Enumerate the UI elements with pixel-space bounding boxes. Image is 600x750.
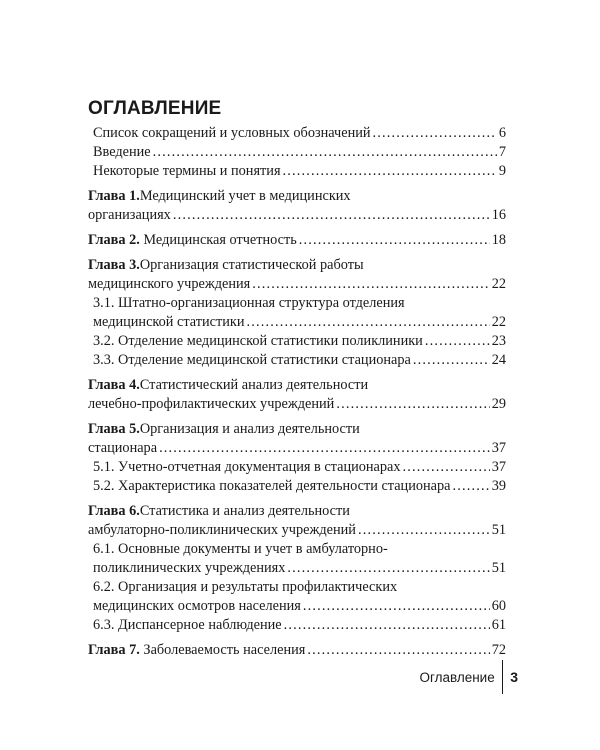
section-title: 6.2. Организация и результаты профилактических <box>93 579 398 595</box>
toc-entry-line <box>88 206 506 225</box>
toc-page-number: 29 <box>491 396 506 412</box>
dot-leader <box>425 332 490 351</box>
chapter-number: Глава 1. <box>88 188 140 204</box>
dot-leader <box>153 143 497 162</box>
toc-page-number: 72 <box>491 642 506 658</box>
toc-entry-line <box>93 458 506 477</box>
toc-section-entry <box>88 540 506 578</box>
toc-page-number: 22 <box>491 276 506 292</box>
toc-page-number: 18 <box>491 232 506 248</box>
toc-entry-line <box>93 351 506 370</box>
toc-entry-line <box>88 231 506 250</box>
toc-page-number: 51 <box>491 522 506 538</box>
chapter-title: Заболеваемость населения <box>139 642 306 658</box>
dot-leader <box>252 275 489 294</box>
toc-entry-title: Введение <box>93 144 151 160</box>
section-title-cont: медицинских осмотров населения <box>93 598 301 614</box>
table-of-contents <box>88 124 506 660</box>
section-title: 3.1. Штатно-организационная структура отделения <box>93 295 405 311</box>
dot-leader <box>287 559 489 578</box>
section-title: 5.1. Учетно-отчетная документация в стационарах <box>93 459 401 475</box>
toc-chapter-entry <box>88 502 506 540</box>
toc-entry-line <box>93 559 506 578</box>
toc-entry-line <box>88 187 506 206</box>
toc-entry-line <box>88 275 506 294</box>
chapter-title: Медицинская отчетность <box>139 232 297 248</box>
dot-leader <box>453 477 490 496</box>
dot-leader <box>307 641 489 660</box>
toc-page-number: 39 <box>491 478 506 494</box>
toc-page-number: 7 <box>498 144 506 160</box>
chapter-number: Глава 3. <box>88 257 140 273</box>
toc-chapter-entry <box>88 231 506 250</box>
section-title: 6.3. Диспансерное наблюдение <box>93 617 282 633</box>
toc-section-entry <box>88 477 506 496</box>
dot-leader <box>358 521 490 540</box>
toc-page-number: 6 <box>498 125 506 141</box>
toc-page-number: 22 <box>491 314 506 330</box>
chapter-title: Статистика и анализ деятельности <box>139 503 350 519</box>
dot-leader <box>173 206 490 225</box>
toc-entry-line <box>93 332 506 351</box>
toc-section-entry <box>88 332 506 351</box>
chapter-title-cont: стационара <box>88 440 158 456</box>
toc-entry-title: Список сокращений и условных обозначений <box>93 125 371 141</box>
section-title: 3.2. Отделение медицинской статистики поликлиники <box>93 333 423 349</box>
chapter-title-cont: медицинского учреждения <box>88 276 251 292</box>
section-title-cont: поликлинических учреждениях <box>93 560 286 576</box>
toc-entry-line <box>88 641 506 660</box>
toc-entry-line <box>93 313 506 332</box>
chapter-title-cont: амбулаторно-поликлинических учреждений <box>88 522 356 538</box>
toc-page-number: 61 <box>491 617 506 633</box>
chapter-title-cont: лечебно-профилактических учреждений <box>88 396 335 412</box>
section-title: 3.3. Отделение медицинской статистики стационара <box>93 352 411 368</box>
toc-section-entry <box>88 294 506 332</box>
toc-entry-line <box>93 124 506 143</box>
toc-entry-line <box>88 502 506 521</box>
section-title: 6.1. Основные документы и учет в амбулаторно- <box>93 541 388 557</box>
page-footer <box>419 660 518 694</box>
toc-section-entry <box>88 351 506 370</box>
toc-entry-line <box>88 521 506 540</box>
page-number: 3 <box>510 669 518 685</box>
chapter-number: Глава 2. <box>88 232 140 248</box>
toc-entry-line <box>88 256 506 275</box>
dot-leader <box>373 124 497 143</box>
toc-entry-line <box>88 439 506 458</box>
chapter-heading <box>88 641 305 660</box>
toc-entry-line <box>93 294 506 313</box>
toc-entry-line <box>93 597 506 616</box>
toc-entry-title: Некоторые термины и понятия <box>93 163 281 179</box>
toc-page-number: 9 <box>498 163 506 179</box>
toc-section-entry <box>88 578 506 616</box>
dot-leader <box>413 351 490 370</box>
toc-chapter-entry <box>88 641 506 660</box>
toc-entry-line <box>93 477 506 496</box>
toc-page-number: 23 <box>491 333 506 349</box>
toc-heading: ОГЛАВЛЕНИЕ <box>88 98 222 119</box>
toc-entry-line <box>88 376 506 395</box>
dot-leader <box>159 439 490 458</box>
toc-chapter-entry <box>88 187 506 225</box>
footer-divider <box>502 660 504 694</box>
chapter-title: Организация статистической работы <box>139 257 364 273</box>
toc-chapter-entry <box>88 420 506 458</box>
chapter-heading <box>88 231 297 250</box>
toc-section-entry <box>88 458 506 477</box>
toc-chapter-entry <box>88 256 506 294</box>
toc-page-number: 51 <box>491 560 506 576</box>
toc-intro-entry <box>88 143 506 162</box>
toc-intro-entry <box>88 124 506 143</box>
dot-leader <box>247 313 490 332</box>
toc-page-number: 16 <box>491 207 506 223</box>
toc-entry-line <box>93 578 506 597</box>
dot-leader <box>299 231 490 250</box>
toc-entry-line <box>93 143 506 162</box>
chapter-title: Медицинский учет в медицинских <box>139 188 351 204</box>
toc-page-number: 60 <box>491 598 506 614</box>
dot-leader <box>283 162 497 181</box>
toc-entry-line <box>93 162 506 181</box>
chapter-number: Глава 7. <box>88 642 140 658</box>
section-title: 5.2. Характеристика показателей деятельности стационара <box>93 478 451 494</box>
footer-section-label: Оглавление <box>419 669 495 685</box>
dot-leader <box>303 597 490 616</box>
toc-entry-line <box>88 420 506 439</box>
toc-entry-line <box>93 616 506 635</box>
toc-page-number: 37 <box>491 459 506 475</box>
dot-leader <box>336 395 489 414</box>
toc-page-number: 24 <box>491 352 506 368</box>
chapter-number: Глава 4. <box>88 377 140 393</box>
toc-section-entry <box>88 616 506 635</box>
chapter-title-cont: организациях <box>88 207 171 223</box>
section-title-cont: медицинской статистики <box>93 314 245 330</box>
chapter-title: Статистический анализ деятельности <box>139 377 369 393</box>
chapter-number: Глава 6. <box>88 503 140 519</box>
toc-chapter-entry <box>88 376 506 414</box>
dot-leader <box>403 458 490 477</box>
toc-intro-entry <box>88 162 506 181</box>
chapter-title: Организация и анализ деятельности <box>139 421 360 437</box>
toc-entry-line <box>93 540 506 559</box>
toc-page-number: 37 <box>491 440 506 456</box>
toc-entry-line <box>88 395 506 414</box>
dot-leader <box>284 616 490 635</box>
chapter-number: Глава 5. <box>88 421 140 437</box>
